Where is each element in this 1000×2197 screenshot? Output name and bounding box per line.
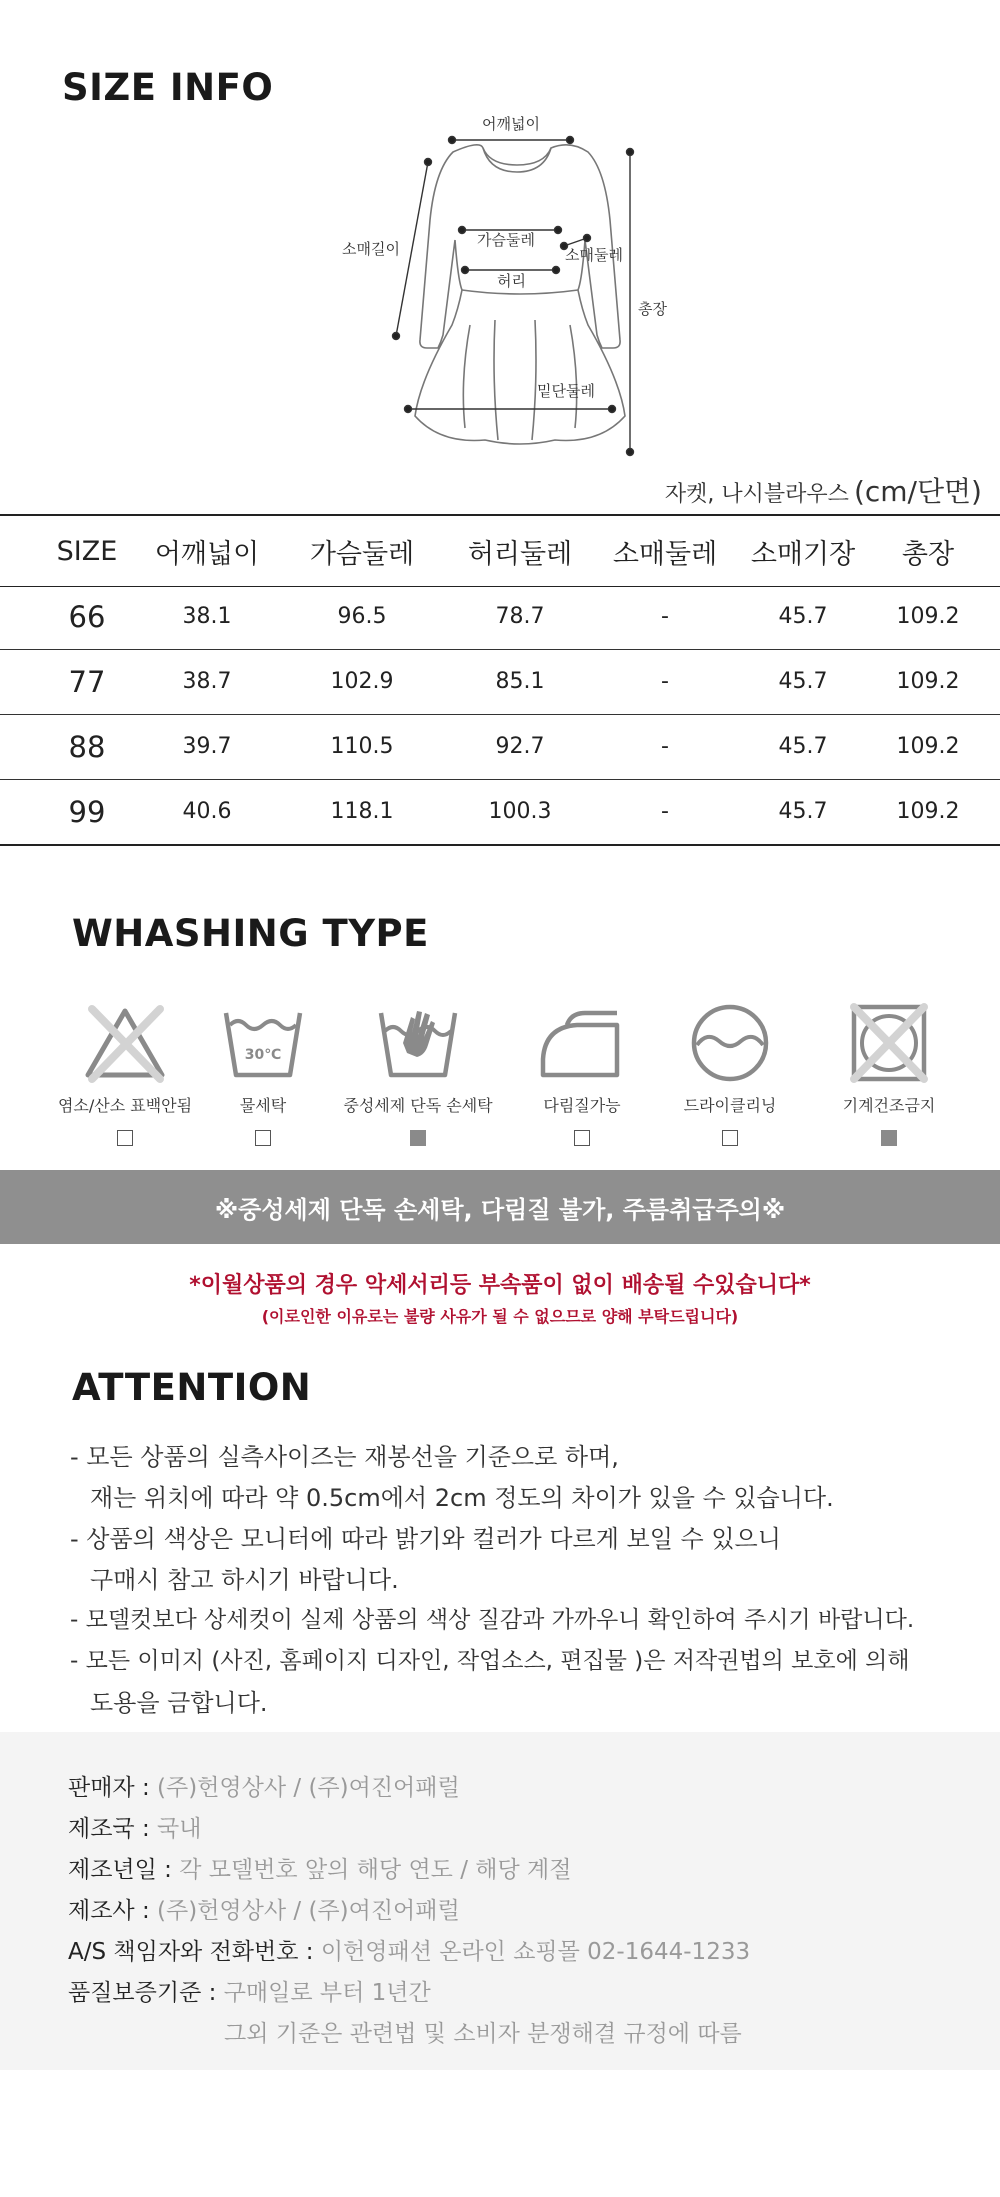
info-value: 각 모델번호 앞의 해당 연도 / 해당 계절 <box>179 1857 572 1883</box>
attention-line: - 상품의 색상은 모니터에 따라 밝기와 컬러가 다르게 보일 수 있으니 <box>70 1525 781 1553</box>
hand-wash-icon <box>373 1003 463 1083</box>
info-value: 이헌영패션 온라인 쇼핑몰 02-1644-1233 <box>320 1939 751 1965</box>
header-total-length: 총장 <box>901 538 955 570</box>
wash-item-handwash <box>343 1003 493 1146</box>
cell-waist: 85.1 <box>495 669 545 694</box>
info-key: A/S 책임자와 전화번호 : <box>68 1939 321 1965</box>
label-chest: 가슴둘레 <box>477 231 535 249</box>
bleach-prohibited-icon <box>80 1003 170 1083</box>
cell-shoulder: 38.1 <box>182 604 232 629</box>
wash-checkbox <box>255 1130 271 1146</box>
header-chest: 가슴둘레 <box>309 538 415 570</box>
warning-line-2: (이로인한 이유로는 불량 사유가 될 수 없으므로 양해 부탁드립니다) <box>261 1307 739 1326</box>
cell-waist: 78.7 <box>495 604 545 629</box>
warning-line-1: *이월상품의 경우 악세서리등 부속품이 없이 배송될 수있습니다* <box>189 1273 811 1298</box>
cell-sleeve-length: 45.7 <box>778 669 828 694</box>
cell-size: 77 <box>68 664 106 699</box>
table-row <box>0 649 1000 715</box>
cell-sleeve-circ: - <box>661 799 669 824</box>
dry-clean-icon <box>685 1003 775 1083</box>
wash-label: 기계건조금지 <box>842 1096 936 1115</box>
info-key: 제조국 : <box>68 1816 158 1842</box>
wash-label: 중성세제 단독 손세탁 <box>343 1096 493 1115</box>
cell-shoulder: 40.6 <box>182 799 232 824</box>
info-row-maker <box>68 1892 460 1925</box>
info-value: (주)헌영상사 / (주)여진어패럴 <box>157 1898 460 1924</box>
cell-sleeve-circ: - <box>661 669 669 694</box>
info-row-date <box>68 1851 571 1884</box>
cell-total-length: 109.2 <box>896 669 960 694</box>
info-row-warranty <box>68 1974 431 2007</box>
info-value: 그외 기준은 관련법 및 소비자 분쟁해결 규정에 따름 <box>224 2021 742 2047</box>
info-key: 제조사 : <box>68 1898 158 1924</box>
wash-checkbox <box>574 1130 590 1146</box>
wash-temp: 30℃ <box>244 1047 282 1063</box>
info-value: 구매일로 부터 1년간 <box>223 1980 431 2006</box>
info-row-seller <box>68 1769 460 1802</box>
cell-chest: 110.5 <box>330 734 394 759</box>
attention-line: - 모든 상품의 실측사이즈는 재봉선을 기준으로 하며, <box>70 1443 619 1471</box>
washing-notice: ※중성세제 단독 손세탁, 다림질 불가, 주름취급주의※ <box>0 1170 1000 1244</box>
cell-size: 88 <box>68 729 106 764</box>
cell-sleeve-length: 45.7 <box>778 799 828 824</box>
cell-sleeve-length: 45.7 <box>778 734 828 759</box>
header-sleeve-length: 소매기장 <box>750 538 856 570</box>
header-size: SIZE <box>56 535 118 567</box>
label-shoulder: 어깨넓이 <box>482 115 540 133</box>
cell-chest: 102.9 <box>330 669 394 694</box>
cell-size: 99 <box>68 794 106 829</box>
header-sleeve-circ: 소매둘레 <box>612 538 718 570</box>
info-key: 판매자 : <box>68 1775 158 1801</box>
cell-size: 66 <box>68 599 106 634</box>
washing-title: WHASHING TYPE <box>72 912 429 955</box>
cell-total-length: 109.2 <box>896 799 960 824</box>
label-waist: 허리 <box>497 272 526 290</box>
wash-item-water <box>188 1003 338 1146</box>
label-sleeve-circ: 소매둘레 <box>565 246 623 264</box>
iron-icon <box>537 1003 627 1083</box>
cell-sleeve-circ: - <box>661 604 669 629</box>
info-row-as <box>68 1933 750 1966</box>
wash-label: 드라이클리닝 <box>683 1096 777 1115</box>
cell-sleeve-length: 45.7 <box>778 604 828 629</box>
label-hem: 밑단둘레 <box>537 382 595 400</box>
wash-label: 염소/산소 표백안됨 <box>57 1096 193 1115</box>
info-key: 제조년일 : <box>68 1857 180 1883</box>
unit-note-unit: (cm/단면) <box>853 475 982 508</box>
attention-line: - 모든 이미지 (사진, 홈페이지 디자인, 작업소스, 편집물 )은 저작권법의 보호에 의해 <box>70 1648 910 1674</box>
attention-line: 도용을 금합니다. <box>90 1689 268 1717</box>
wash-checkbox <box>722 1130 738 1146</box>
wash-item-tumble <box>814 1003 964 1146</box>
wash-item-bleach <box>50 1003 200 1146</box>
cell-chest: 118.1 <box>330 799 394 824</box>
info-row-warranty-extra <box>224 2015 742 2048</box>
unit-note <box>665 470 982 510</box>
cell-shoulder: 38.7 <box>182 669 232 694</box>
cell-sleeve-circ: - <box>661 734 669 759</box>
wash-checkbox <box>117 1130 133 1146</box>
info-row-country <box>68 1810 201 1843</box>
info-value: (주)헌영상사 / (주)여진어패럴 <box>157 1775 460 1801</box>
table-header-row <box>0 514 1000 587</box>
wash-item-dryclean <box>655 1003 805 1146</box>
label-total-length: 총장 <box>638 300 667 318</box>
attention-line: 재는 위치에 따라 약 0.5cm에서 2cm 정도의 차이가 있을 수 있습니다. <box>90 1484 834 1512</box>
info-key: 품질보증기준 : <box>68 1980 224 2006</box>
cell-waist: 100.3 <box>488 799 552 824</box>
attention-line: 구매시 참고 하시기 바랍니다. <box>90 1566 399 1594</box>
cell-total-length: 109.2 <box>896 604 960 629</box>
wash-checkbox-checked <box>410 1130 426 1146</box>
wash-checkbox-checked <box>881 1130 897 1146</box>
label-sleeve-length: 소매길이 <box>342 240 400 258</box>
table-row <box>0 714 1000 780</box>
attention-title: ATTENTION <box>72 1366 312 1409</box>
table-row <box>0 584 1000 650</box>
table-row <box>0 779 1000 846</box>
attention-line: - 모델컷보다 상세컷이 실제 상품의 색상 질감과 가까우니 확인하여 주시기 바랍니다. <box>70 1607 915 1633</box>
info-value: 국내 <box>157 1816 202 1842</box>
header-shoulder: 어깨넓이 <box>154 538 260 570</box>
wash-item-iron <box>507 1003 657 1146</box>
wash-30c-icon <box>218 1003 308 1083</box>
cell-shoulder: 39.7 <box>182 734 232 759</box>
size-info-title: SIZE INFO <box>62 66 274 109</box>
unit-note-text: 자켓, 나시블라우스 <box>664 482 849 507</box>
tumble-dry-prohibited-icon <box>844 1003 934 1083</box>
cell-chest: 96.5 <box>337 604 387 629</box>
cell-total-length: 109.2 <box>896 734 960 759</box>
header-waist: 허리둘레 <box>467 538 573 570</box>
wash-label: 다림질가능 <box>543 1096 621 1115</box>
cell-waist: 92.7 <box>495 734 545 759</box>
wash-label: 물세탁 <box>239 1096 287 1115</box>
